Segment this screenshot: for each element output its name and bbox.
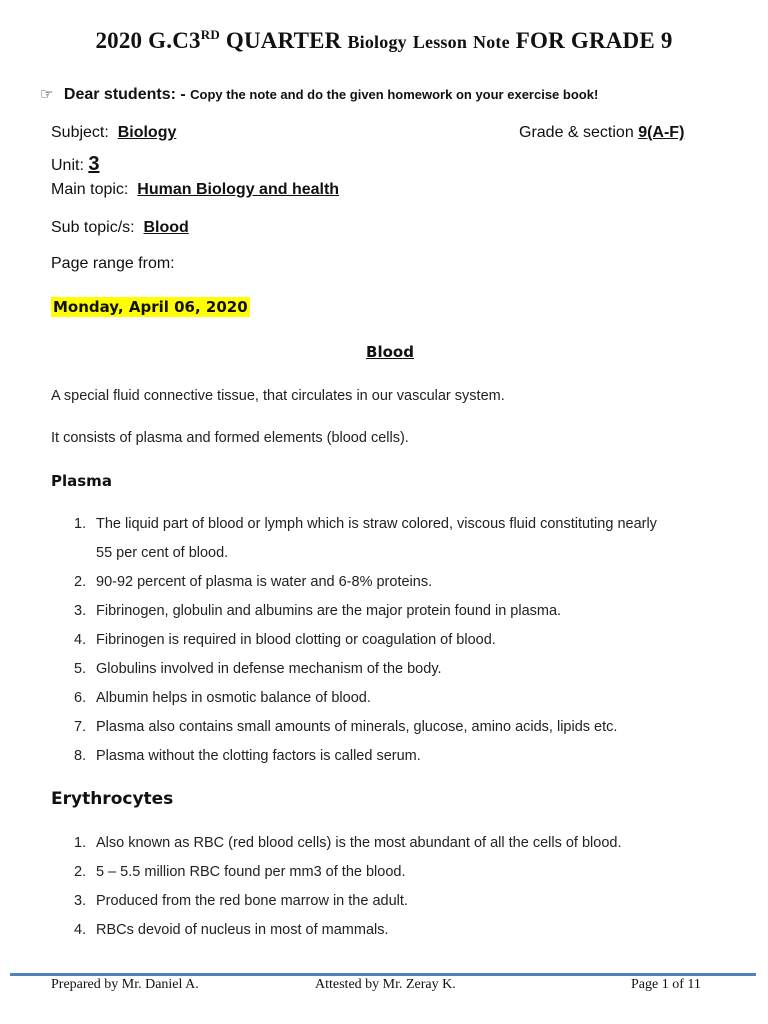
main-topic-value: Human Biology and health (137, 181, 340, 198)
subject-field: Subject: Biology (51, 124, 177, 141)
lesson-date: Monday, April 06, 2020 (53, 298, 248, 316)
list-item: 7. Plasma also contains small amounts of minerals, glucose, amino acids, lipids etc. (74, 719, 618, 735)
list-item: 3. Produced from the red bone marrow in the adult. (74, 893, 408, 909)
prepared-by: Prepared by Mr. Daniel A. (51, 977, 199, 992)
page-range-field: Page range from: (51, 255, 175, 272)
unit-value: 3 (88, 153, 100, 175)
sub-topic-value: Blood (143, 219, 189, 236)
list-item: 2. 90-92 percent of plasma is water and 6-8% proteins. (74, 574, 433, 590)
subject-value: Biology (117, 124, 177, 141)
grade-section-field: Grade & section 9(A-F) (519, 124, 685, 141)
definition-paragraph: A special fluid connective tissue, that circulates in our vascular system. (51, 388, 505, 404)
erythrocytes-list (51, 829, 741, 945)
plasma-list (51, 510, 741, 771)
list-item: 4. Fibrinogen is required in blood clotting or coagulation of blood. (74, 632, 496, 648)
sub-topic-field: Sub topic/s: Blood (51, 219, 189, 236)
attested-by: Attested by Mr. Zeray K. (315, 977, 456, 992)
grade-section-value: 9(A-F) (638, 124, 685, 141)
plasma-heading: Plasma (51, 472, 112, 490)
main-topic-field: Main topic: Human Biology and health (51, 181, 340, 198)
list-item: 3. Fibrinogen, globulin and albumins are the major protein found in plasma. (74, 603, 562, 619)
pointing-hand-icon: ☞ (40, 86, 54, 103)
list-item: 6. Albumin helps in osmotic balance of blood. (74, 690, 371, 706)
erythrocytes-heading: Erythrocytes (51, 789, 174, 809)
list-item: 1. The liquid part of blood or lymph which is straw colored, viscous fluid constituting nearly 55 per cent of blood. (74, 516, 657, 561)
composition-paragraph: It consists of plasma and formed elements (blood cells). (51, 430, 409, 446)
list-item: 1. Also known as RBC (red blood cells) is the most abundant of all the cells of blood. (74, 835, 622, 851)
list-item: 5. Globulins involved in defense mechanism of the body. (74, 661, 442, 677)
list-item: 4. RBCs devoid of nucleus in most of mammals. (74, 922, 389, 938)
page-number: Page 1 of 11 (631, 977, 701, 992)
section-title: Blood (366, 343, 414, 361)
unit-field: Unit: 3 (51, 153, 100, 175)
list-item: 8. Plasma without the clotting factors is called serum. (74, 748, 421, 764)
document-title: 2020 G.C3RD QUARTER Biology Lesson Note FOR GRADE 9 (95, 27, 673, 53)
student-instruction: ☞ Dear students: - Copy the note and do the given homework on your exercise book! (40, 86, 599, 103)
footer-rule (10, 973, 756, 976)
list-item: 2. 5 – 5.5 million RBC found per mm3 of the blood. (74, 864, 406, 880)
